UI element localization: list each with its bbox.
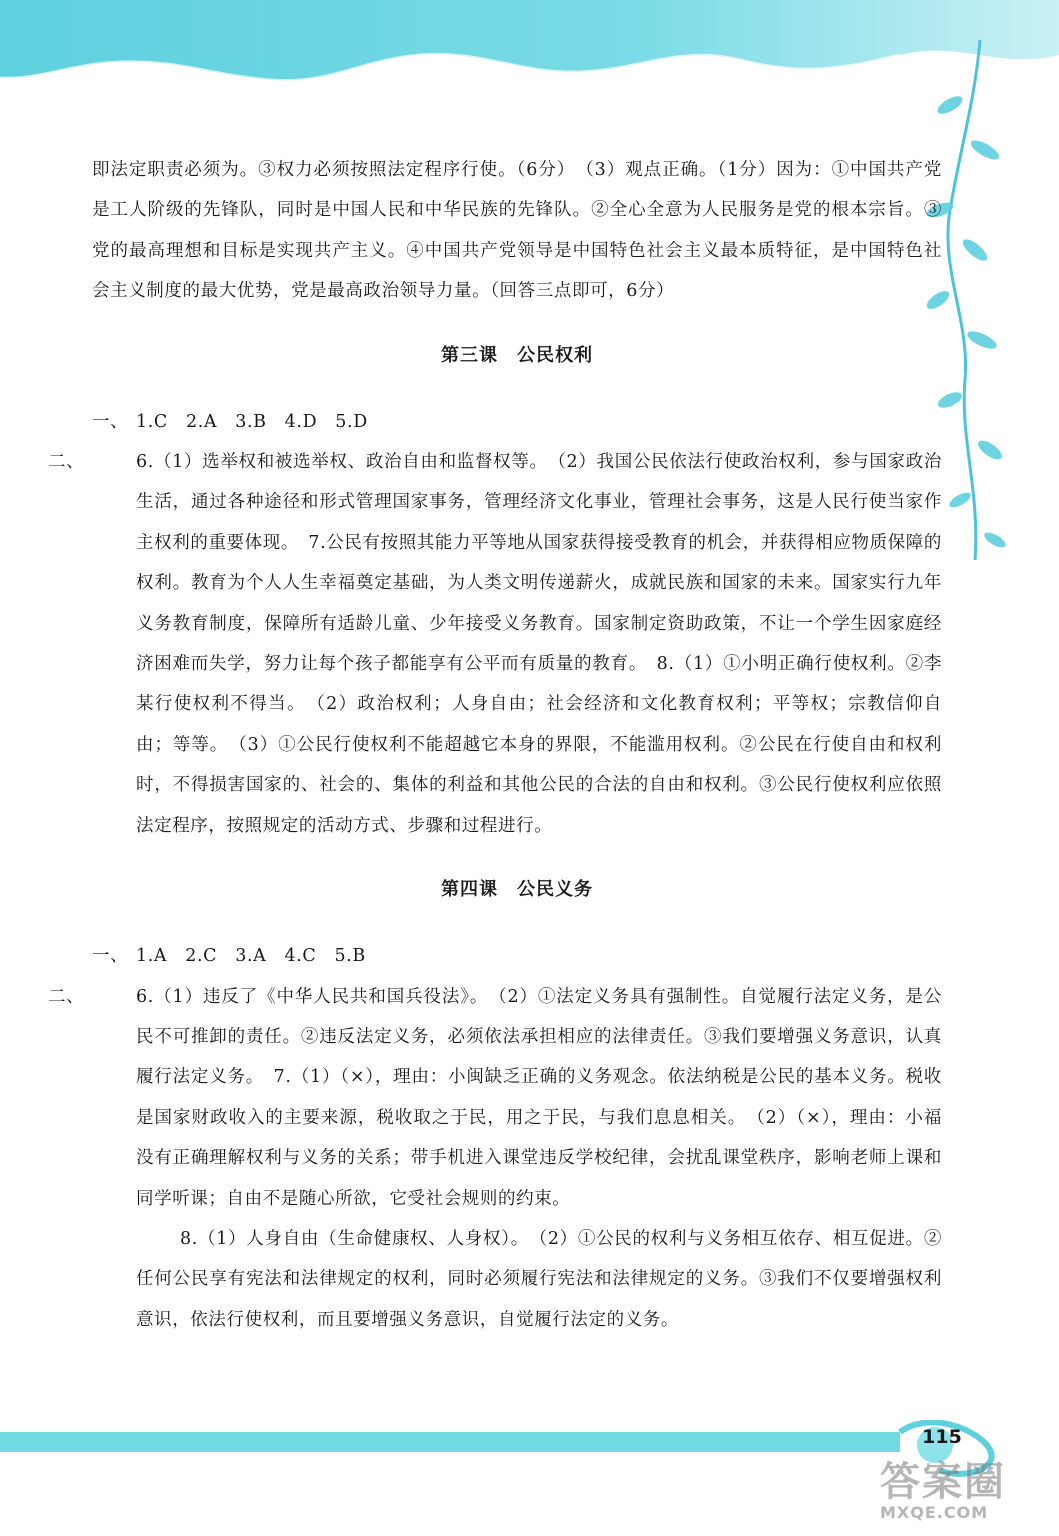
lesson3-part1-answers: 1.C 2.A 3.B 4.D 5.D (136, 411, 368, 432)
lesson3-part1 (92, 402, 942, 442)
page-number: 115 (922, 1426, 962, 1448)
lesson4-part1 (92, 936, 942, 976)
lesson3-part1-prefix: 一、 (92, 411, 129, 432)
watermark-logo: 答案圈 (880, 1459, 1006, 1505)
lesson3-part2-answers: 6.（1）选举权和被选举权、政治自由和监督权等。 （2）我国公民依法行使政治权利，参与国家政治生活，通过各种途径和形式管理国家事务，管理经济文化事业，管理社会事务，这是人民行使当家作主权利的重要体现。 7.公民有按照其能力平等地从国家获得接受教育的机会，并获得相应物质保障的权利。教育为个人人生幸福奠定基础，为人类文明传递薪火，成就民族和国家的未来。国家实行九年义务教育制度，保障所有适龄儿童、少年接受义务教育。国家制定资助政策，不让一个学生因家庭经济困难而失学，努力让每个孩子都能享有公平而有质量的教育。 8.（1）①小明正确行使权利。②李某行使权利不得当。 （2）政治权利；人身自由；社会经济和文化教育权利；平等权；宗教信仰自由；等等。 （3）①公民行使权利不能超越它本身的界限，不能滥用权利。②公民在行使自由和权利时，不得损害国家的、社会的、集体的利益和其他公民的合法的自由和权利。③公民行使权利应依照法定程序，按照规定的活动方式、步骤和过程进行。 (136, 452, 942, 836)
site-watermark (880, 1460, 1055, 1530)
lesson4-part2-answers: 6.（1）违反了《中华人民共和国兵役法》。 （2）①法定义务具有强制性。自觉履行法定义务，是公民不可推卸的责任。②违反法定义务，必须依法承担相应的法律责任。③我们要增强义务意识，认真履行法定义务。 7.（1）（×），理由：小闽缺乏正确的义务观念。依法纳税是公民的基本义务。税收是国家财政收入的主要来源，税收取之于民，用之于民，与我们息息相关。 （2）（×），理由：小福没有正确理解权利与义务的关系；带手机进入课堂违反学校纪律，会扰乱课堂秩序，影响老师上课和同学听课；自由不是随心所欲，它受社会规则的约束。 (136, 986, 942, 1209)
lesson3-part2-prefix: 二、 (48, 452, 85, 473)
lesson4-title: 第四课 公民义务 (441, 879, 593, 901)
answer-content (48, 150, 942, 1340)
watermark-url: MXQE.COM (880, 1503, 989, 1522)
lesson3-part2 (48, 442, 942, 846)
intro-paragraph: 即法定职责必须为。③权力必须按照法定程序行使。（6分） （3）观点正确。（1分）因为：①中国共产党是工人阶级的先锋队，同时是中国人民和中华民族的先锋队。②全心全意为人民服务是党的根本宗旨。③党的最高理想和目标是实现共产主义。④中国共产党领导是中国特色社会主义最本质特征，是中国特色社会主义制度的最大优势，党是最高政治领导力量。（回答三点即可，6分） (92, 160, 942, 302)
lesson4-part2 (48, 977, 942, 1219)
lesson4-part2-prefix: 二、 (48, 986, 85, 1007)
lesson4-part1-prefix: 一、 (92, 946, 129, 967)
lesson3-title: 第三课 公民权利 (441, 344, 593, 366)
lesson4-part3: 8.（1）人身自由（生命健康权、人身权）。 （2）①公民的权利与义务相互依存、相互促进。②任何公民享有宪法和法律规定的权利，同时必须履行宪法和法律规定的义务。③我们不仅要增强权利意识，依法行使权利，而且要增强义务意识，自觉履行法定的义务。 (136, 1228, 942, 1330)
top-wave-banner (0, 0, 1059, 110)
lesson4-part1-answers: 1.A 2.C 3.A 4.C 5.B (136, 946, 366, 967)
